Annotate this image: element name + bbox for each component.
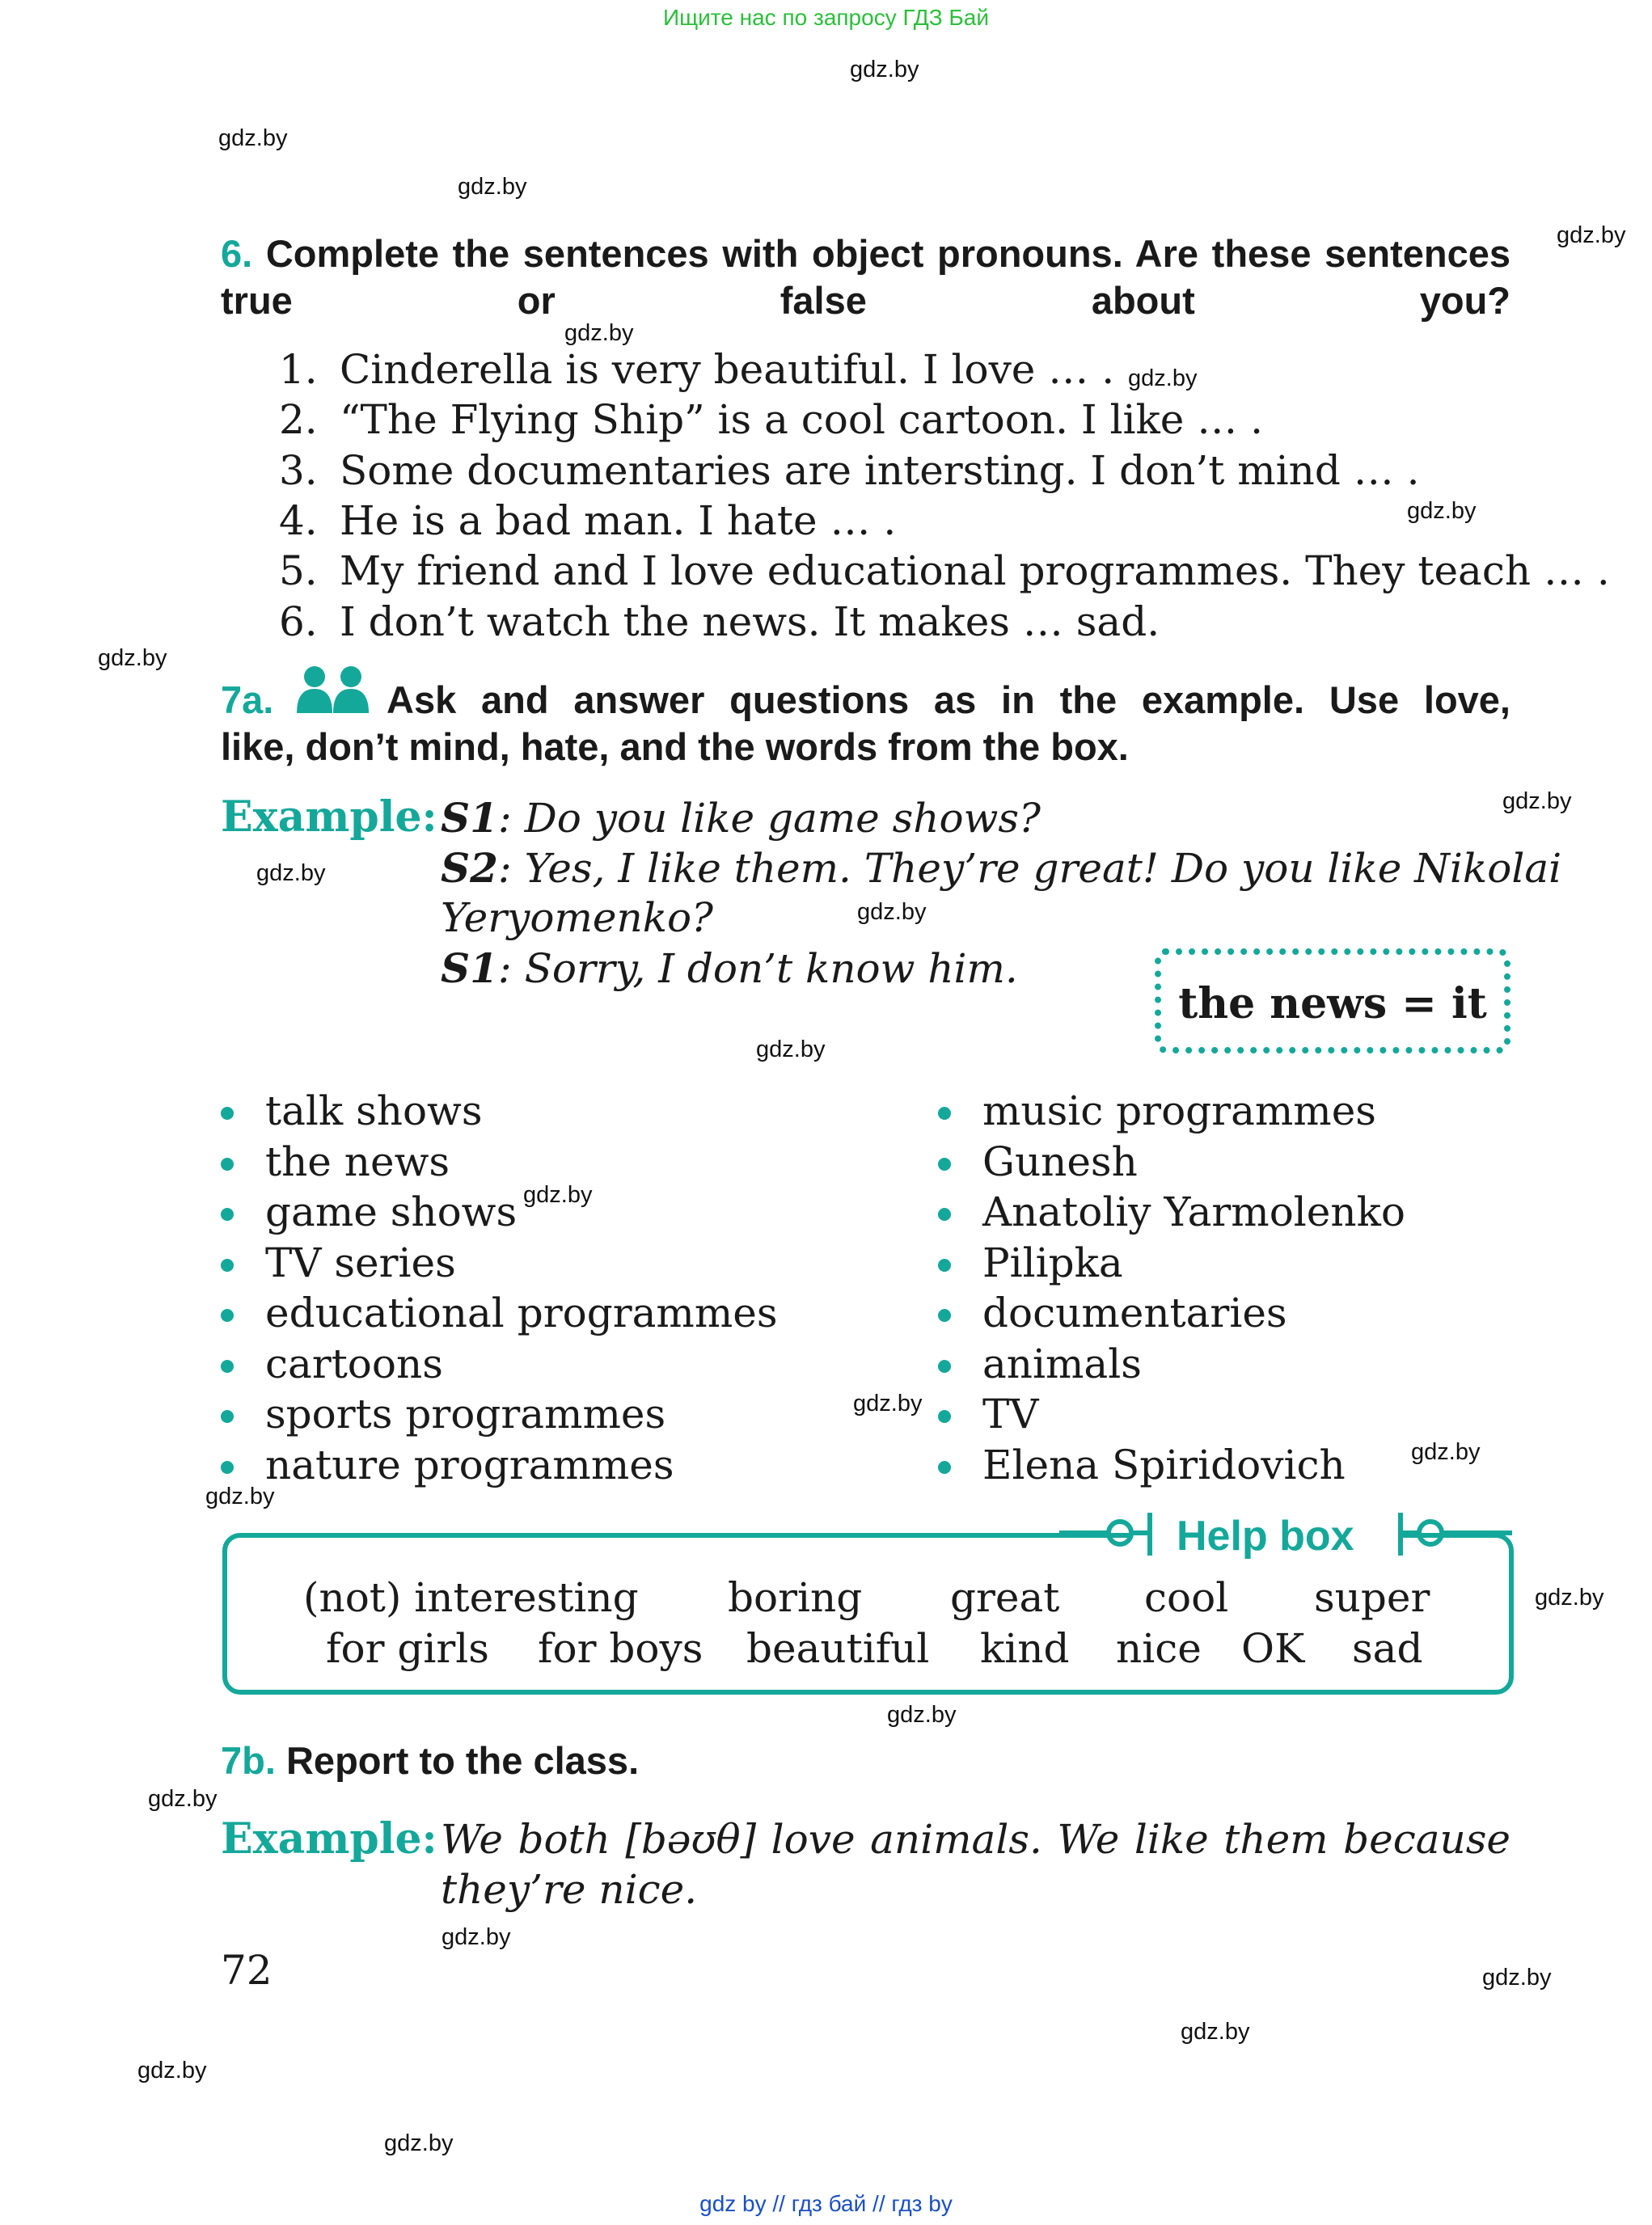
task6-instruction: Complete the sentences with object pronouns. Are these sentences true or false about you? (221, 232, 1511, 322)
right-word-list (938, 1086, 1405, 1490)
help-word: boring (728, 1574, 863, 1621)
watermark: gdz.by (1181, 2019, 1250, 2045)
help-box-title: Help box (1177, 1513, 1354, 1560)
top-search-note: Ищите нас по запросу ГДЗ Бай (662, 5, 990, 30)
example-line-3 (441, 894, 713, 941)
example-line-2 (441, 844, 1562, 892)
list-item: music programmes (938, 1086, 1405, 1137)
watermark: gdz.by (1502, 788, 1572, 814)
example-text: : Do you like game shows? (497, 795, 1041, 842)
note-box-text: the news = it (1178, 979, 1487, 1028)
list-item: Elena Spiridovich (938, 1440, 1405, 1491)
watermark: gdz.by (137, 2058, 207, 2084)
left-word-list (221, 1086, 778, 1490)
sentence-text: My friend and I love educational programmes. They teach … . (340, 547, 1610, 594)
watermark: gdz.by (564, 320, 634, 346)
sentence-text: Some documentaries are intersting. I don’t mind … . (340, 447, 1420, 494)
sentence-text: “The Flying Ship” is a cool cartoon. I like … . (340, 396, 1264, 443)
list-item: game shows (221, 1187, 778, 1238)
watermark: gdz.by (756, 1037, 826, 1062)
sentence-number: 1. (279, 346, 318, 393)
watermark: gdz.by (1535, 1585, 1604, 1611)
watermark: gdz.by (1128, 365, 1198, 391)
list-item: sports programmes (221, 1389, 778, 1440)
help-box-connector-icon (1059, 1509, 1512, 1565)
watermark: gdz.by (148, 1786, 218, 1812)
list-item: documentaries (938, 1288, 1405, 1339)
watermark: gdz.by (523, 1182, 593, 1208)
help-word: cool (1144, 1574, 1229, 1621)
page-number: 72 (221, 1947, 273, 1994)
pair-work-icon (295, 665, 370, 715)
task7b-instruction: Report to the class. (285, 1739, 640, 1782)
help-word: (not) interesting (303, 1574, 639, 1621)
help-word: beautiful (746, 1625, 930, 1672)
speaker: S1 (441, 794, 498, 842)
help-word: nice (1116, 1625, 1202, 1672)
watermark: gdz.by (205, 1484, 275, 1509)
task6-number: 6. (221, 232, 253, 275)
example-label: Example: (221, 1814, 437, 1864)
sentence-text: He is a bad man. I hate … . (340, 497, 897, 544)
task6-heading (221, 230, 1510, 324)
help-word: super (1314, 1574, 1430, 1621)
example-text: : Yes, I like them. They’re great! Do you like Nikolai (497, 845, 1562, 892)
sentence-text: I don’t watch the news. It makes … sad. (340, 598, 1160, 645)
watermark: gdz.by (256, 860, 326, 886)
watermark: gdz.by (442, 1924, 511, 1950)
sentence-number: 6. (279, 598, 318, 645)
sentence-2 (279, 396, 1263, 443)
watermark: gdz.by (384, 2130, 454, 2156)
watermark: gdz.by (458, 174, 527, 200)
sentence-number: 4. (279, 497, 318, 544)
watermark: gdz.by (1482, 1965, 1552, 1991)
task7a-number: 7a. (221, 678, 274, 721)
sentence-1 (279, 346, 1114, 393)
help-word: kind (980, 1625, 1070, 1672)
list-item: cartoons (221, 1339, 778, 1390)
sentence-4 (279, 497, 896, 544)
sentence-text: Cinderella is very beautiful. I love … . (340, 346, 1115, 393)
watermark: gdz.by (853, 1391, 923, 1416)
sentence-3 (279, 447, 1420, 494)
watermark: gdz.by (218, 125, 288, 151)
sentence-number: 3. (279, 447, 318, 494)
task7b-example-line-2: they’re nice. (441, 1866, 698, 1913)
watermark: gdz.by (1407, 498, 1477, 524)
list-item: educational programmes (221, 1288, 778, 1339)
footer-links: gdz by // гдз бай // гдз by (699, 2191, 953, 2216)
watermark: gdz.by (1411, 1439, 1481, 1465)
list-item: nature programmes (221, 1440, 778, 1491)
task7b-example-line-1: We both [bəʊθ] love animals. We like them because (441, 1816, 1510, 1863)
help-word: for boys (538, 1625, 703, 1672)
list-item: TV (938, 1389, 1405, 1440)
list-item: talk shows (221, 1086, 778, 1137)
help-word: great (950, 1574, 1060, 1621)
sentence-number: 2. (279, 396, 318, 443)
watermark: gdz.by (857, 899, 927, 925)
sentence-6 (279, 598, 1160, 645)
watermark: gdz.by (1557, 222, 1626, 248)
watermark: gdz.by (887, 1702, 957, 1728)
sentence-number: 5. (279, 547, 318, 594)
list-item: the news (221, 1137, 778, 1188)
list-item: Pilipka (938, 1238, 1405, 1289)
list-item: Anatoliy Yarmolenko (938, 1187, 1405, 1238)
list-item: Gunesh (938, 1137, 1405, 1188)
help-word: for girls (326, 1625, 489, 1672)
speaker: S1 (441, 944, 498, 992)
list-item: animals (938, 1339, 1405, 1390)
task7b-number: 7b. (221, 1739, 276, 1782)
note-box (1155, 948, 1510, 1053)
sentence-5 (279, 547, 1610, 594)
example-text: Yeryomenko? (441, 894, 713, 941)
help-word: sad (1352, 1625, 1423, 1672)
task7b-heading (221, 1738, 639, 1783)
speaker: S2 (441, 844, 498, 892)
watermark: gdz.by (850, 57, 919, 82)
task7a-instruction-line1: Ask and answer questions as in the example. Use love, (387, 678, 1510, 721)
help-word: OK (1241, 1625, 1305, 1672)
example-line-4 (441, 944, 1018, 992)
example-text: : Sorry, I don’t know him. (497, 945, 1018, 992)
task7a-instruction-line2: like, don’t mind, hate, and the words from the box. (221, 725, 1129, 768)
example-label: Example: (221, 792, 437, 842)
list-item: TV series (221, 1238, 778, 1289)
watermark: gdz.by (98, 645, 167, 671)
example-line-1 (441, 794, 1041, 842)
